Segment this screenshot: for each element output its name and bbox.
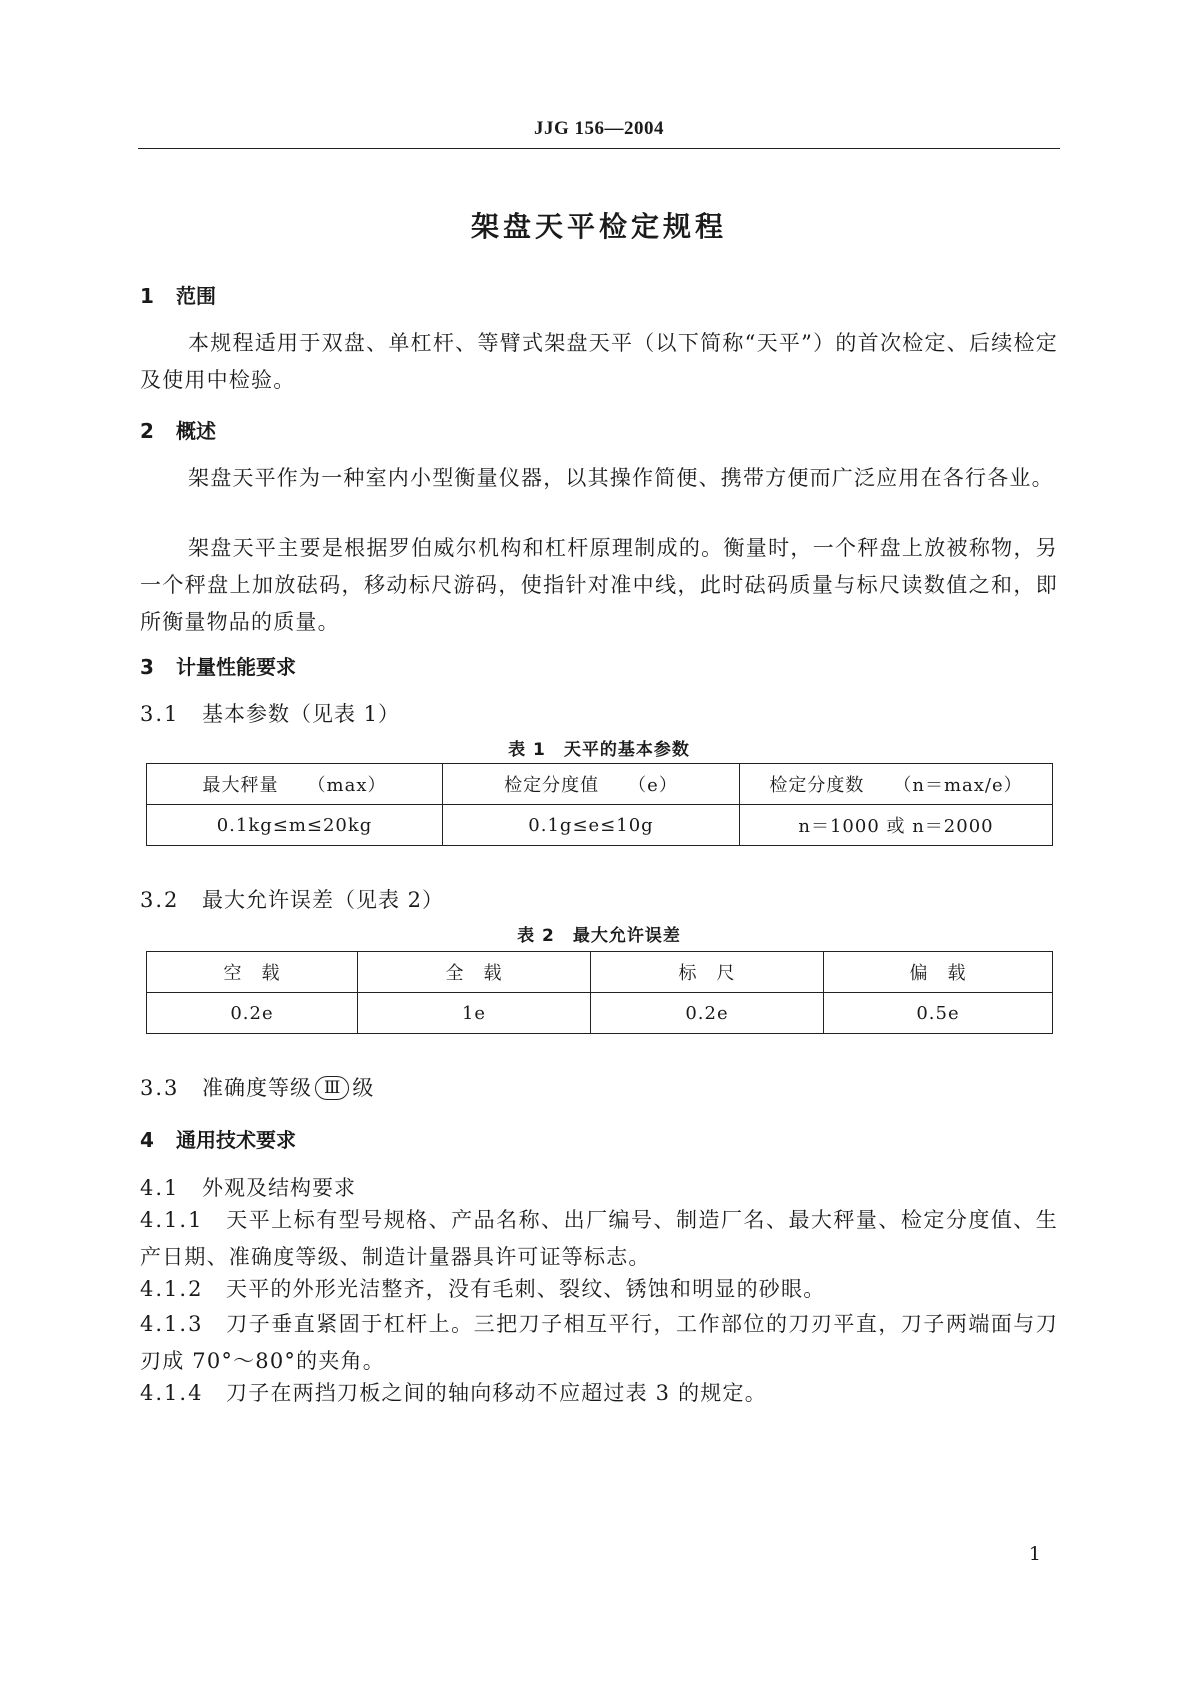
clause-text: 外观及结构要求 (202, 1176, 356, 1200)
clause-text: 准确度等级 (202, 1076, 312, 1100)
clause-text: 刀子垂直紧固于杠杆上。三把刀子相互平行，工作部位的刀刃平直，刀子两端面与刀刃成 70°～80°的夹角。 (140, 1312, 1058, 1373)
clause-3-1 (140, 698, 400, 728)
clause-number: 3.2 (140, 888, 180, 912)
clause-number: 3.1 (140, 702, 180, 726)
clause-3-3 (140, 1072, 374, 1102)
section-2-paragraph-2: 架盘天平主要是根据罗伯威尔机构和杠杆原理制成的。衡量时，一个秤盘上放被称物，另一个秤盘上加放砝码，移动标尺游码，使指针对准中线，此时砝码质量与标尺读数值之和，即所衡量物品的质量。 (140, 536, 1058, 634)
accuracy-class-mark: Ⅲ (315, 1076, 349, 1100)
clause-number: 3.3 (140, 1076, 180, 1100)
section-2-heading (140, 415, 216, 444)
table-1-caption: 表 1 天平的基本参数 (508, 740, 690, 760)
section-3-heading (140, 651, 296, 680)
section-1-paragraph: 本规程适用于双盘、单杠杆、等臂式架盘天平（以下简称“天平”）的首次检定、后续检定及使用中检验。 (140, 331, 1058, 392)
table-header-cell: 偏 载 (824, 952, 1053, 993)
table-header-cell: 全 载 (358, 952, 591, 993)
section-title: 计量性能要求 (176, 655, 296, 679)
table-cell: 0.5e (824, 993, 1053, 1034)
clause-number: 4.1.1 (140, 1208, 204, 1232)
page-title: 架盘天平检定规程 (470, 210, 727, 243)
table-row (147, 805, 1053, 846)
clause-number: 4.1.4 (140, 1381, 204, 1405)
standard-code-header: JJG 156—2004 (533, 118, 665, 139)
section-number: 1 (140, 284, 154, 308)
clause-text: 最大允许误差（见表 2） (202, 888, 445, 912)
clause-number: 4.1 (140, 1176, 180, 1200)
table-cell: n＝1000 或 n＝2000 (740, 805, 1053, 846)
section-number: 3 (140, 655, 154, 679)
clause-4-1-2 (140, 1271, 1058, 1308)
table-header-row (147, 952, 1053, 993)
header-rule (138, 148, 1060, 149)
clause-number: 4.1.2 (140, 1277, 204, 1301)
section-title: 概述 (176, 419, 216, 443)
section-1-heading (140, 280, 216, 309)
table-2-caption: 表 2 最大允许误差 (517, 926, 681, 946)
table-header-row (147, 764, 1053, 805)
clause-text-suffix: 级 (352, 1076, 375, 1100)
table-header-cell: 检定分度数 （n＝max/e） (740, 764, 1053, 805)
clause-3-2 (140, 884, 444, 914)
table-header-cell: 空 载 (147, 952, 358, 993)
table-cell: 0.2e (591, 993, 824, 1034)
table-cell: 1e (358, 993, 591, 1034)
table-header-cell: 检定分度值 （e） (443, 764, 740, 805)
clause-4-1-4 (140, 1375, 1058, 1412)
clause-4-1 (140, 1172, 356, 1202)
table-cell: 0.2e (147, 993, 358, 1034)
section-title: 通用技术要求 (176, 1128, 296, 1152)
table-header-cell: 标 尺 (591, 952, 824, 993)
clause-number: 4.1.3 (140, 1312, 204, 1336)
section-title: 范围 (176, 284, 216, 308)
table-header-cell: 最大秤量 （max） (147, 764, 443, 805)
table-1 (146, 763, 1053, 846)
clause-4-1-1 (140, 1202, 1058, 1276)
section-2-paragraph-1: 架盘天平作为一种室内小型衡量仪器，以其操作简便、携带方便而广泛应用在各行各业。 (188, 466, 1054, 490)
clause-text: 天平上标有型号规格、产品名称、出厂编号、制造厂名、最大秤量、检定分度值、生产日期、准确度等级、制造计量器具许可证等标志。 (140, 1208, 1058, 1269)
page-number: 1 (1028, 1543, 1041, 1565)
table-cell: 0.1g≤e≤10g (443, 805, 740, 846)
section-number: 2 (140, 419, 154, 443)
section-number: 4 (140, 1128, 154, 1152)
table-2 (146, 951, 1053, 1034)
table-cell: 0.1kg≤m≤20kg (147, 805, 443, 846)
section-4-heading (140, 1124, 296, 1153)
clause-4-1-3 (140, 1306, 1058, 1380)
clause-text: 刀子在两挡刀板之间的轴向移动不应超过表 3 的规定。 (226, 1381, 767, 1405)
table-row (147, 993, 1053, 1034)
clause-text: 天平的外形光洁整齐，没有毛刺、裂纹、锈蚀和明显的砂眼。 (226, 1277, 826, 1301)
clause-text: 基本参数（见表 1） (202, 702, 401, 726)
